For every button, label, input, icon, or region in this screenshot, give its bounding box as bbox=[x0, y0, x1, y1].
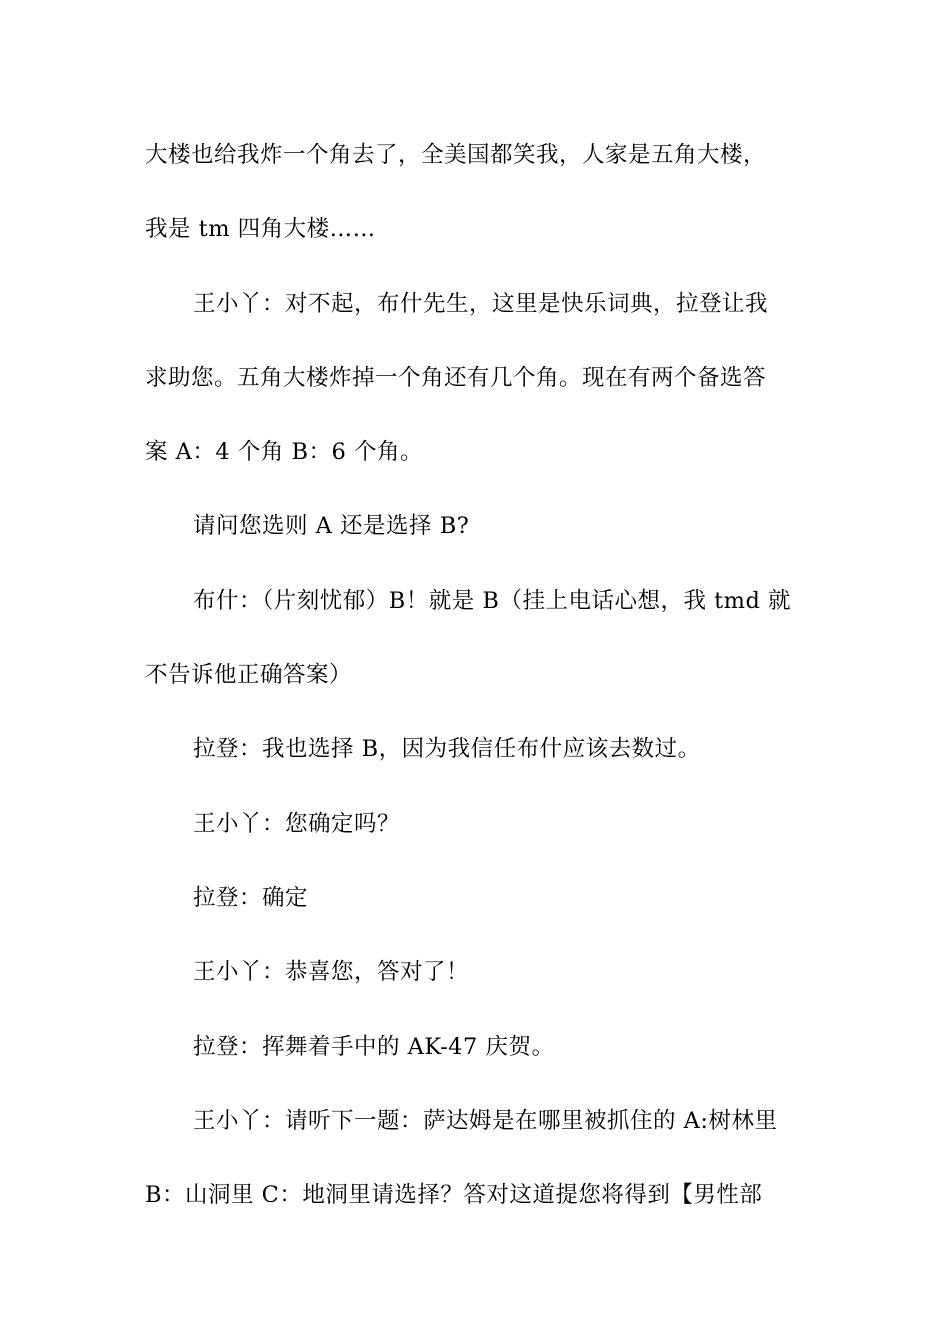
text-line-13: 拉登：挥舞着手中的 AK-47 庆贺。 bbox=[193, 1033, 555, 1060]
text-line-8: 不告诉他正确答案） bbox=[145, 662, 353, 689]
text-line-10: 王小丫：您确定吗？ bbox=[193, 810, 401, 837]
text-line-9: 拉登：我也选择 B，因为我信任布什应该去数过。 bbox=[193, 736, 701, 763]
text-line-7: 布什：（片刻忧郁）B！就是 B（挂上电话心想，我 tmd 就 bbox=[193, 587, 792, 614]
text-line-2: 我是 tm 四角大楼…… bbox=[145, 216, 376, 243]
text-line-5: 案 A：4 个角 B：6 个角。 bbox=[145, 439, 424, 466]
text-line-11: 拉登：确定 bbox=[193, 884, 309, 911]
text-line-14: 王小丫：请听下一题：萨达姆是在哪里被抓住的 A:树林里 bbox=[193, 1107, 778, 1134]
document-body bbox=[145, 131, 807, 1245]
text-line-4: 求助您。五角大楼炸掉一个角还有几个角。现在有两个备选答 bbox=[145, 364, 767, 391]
text-line-12: 王小丫：恭喜您，答对了！ bbox=[193, 959, 470, 986]
text-line-3: 王小丫：对不起，布什先生，这里是快乐词典，拉登让我 bbox=[193, 290, 769, 317]
text-line-15: B：山洞里 C：地洞里请选择？答对这道提您将得到【男性部 bbox=[145, 1182, 763, 1209]
text-line-6: 请问您选则 A 还是选择 B? bbox=[193, 513, 470, 540]
text-line-1: 大楼也给我炸一个角去了，全美国都笑我，人家是五角大楼， bbox=[145, 142, 767, 168]
